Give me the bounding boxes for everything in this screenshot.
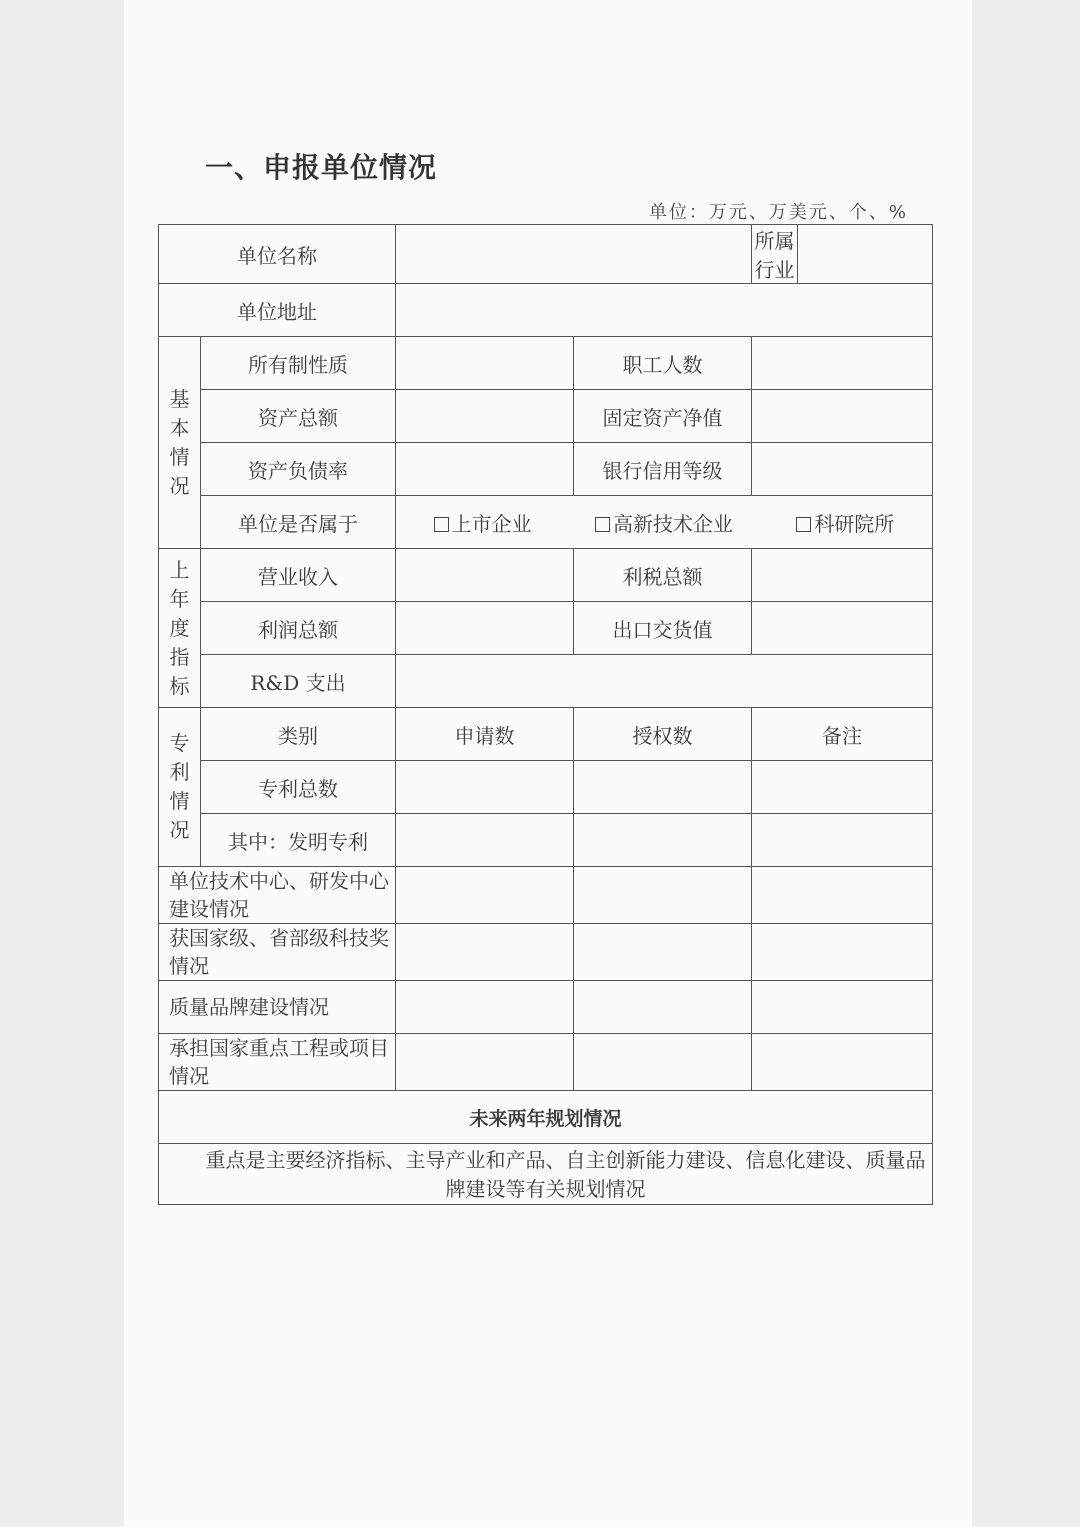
checkbox-icon[interactable] — [434, 517, 449, 532]
label-debt-ratio: 资产负债率 — [201, 443, 396, 496]
plan-instructions: 重点是主要经济指标、主导产业和产品、自主创新能力建设、信息化建设、质量品牌建设等有关规划情况 — [205, 1148, 926, 1201]
row-belongs-to — [159, 496, 933, 549]
field-total-assets[interactable] — [396, 390, 574, 443]
row-debt-ratio — [159, 443, 933, 496]
row-plan-title — [159, 1091, 933, 1144]
row-profit-total — [159, 602, 933, 655]
field-invention-remarks[interactable] — [752, 814, 933, 867]
section-title: 一、申报单位情况 — [205, 151, 438, 184]
row-patent-total — [159, 761, 933, 814]
checkbox-high-tech-enterprise[interactable]: 高新技术企业 — [595, 508, 733, 537]
header-category: 类别 — [201, 708, 396, 761]
field-tech-center-3[interactable] — [752, 867, 933, 924]
plan-title: 未来两年规划情况 — [159, 1091, 933, 1144]
row-ownership — [159, 337, 933, 390]
row-total-assets — [159, 390, 933, 443]
label-rd-expense: R&D 支出 — [201, 655, 396, 708]
field-patent-total-remarks[interactable] — [752, 761, 933, 814]
group-patents-label: 专利情况 — [169, 731, 190, 842]
label-total-assets: 资产总额 — [201, 390, 396, 443]
label-fixed-assets: 固定资产净值 — [574, 390, 752, 443]
checkbox-listed-company[interactable]: 上市企业 — [434, 508, 532, 537]
row-address — [159, 284, 933, 337]
group-indicators-label: 上年度指标 — [169, 557, 190, 698]
row-key-projects — [159, 1034, 933, 1091]
field-industry[interactable] — [798, 225, 933, 284]
field-tech-center-2[interactable] — [574, 867, 752, 924]
row-plan-body — [159, 1144, 933, 1205]
field-credit-rating[interactable] — [752, 443, 933, 496]
row-unit-name — [159, 225, 933, 284]
field-export-value[interactable] — [752, 602, 933, 655]
row-tech-center — [159, 867, 933, 924]
group-indicators — [159, 549, 201, 708]
field-quality-brand-2[interactable] — [574, 981, 752, 1034]
plan-body-field[interactable] — [159, 1144, 933, 1205]
label-profit-total: 利润总额 — [201, 602, 396, 655]
field-debt-ratio[interactable] — [396, 443, 574, 496]
application-form-table — [158, 224, 933, 1205]
field-invention-applied[interactable] — [396, 814, 574, 867]
header-granted: 授权数 — [574, 708, 752, 761]
label-export-value: 出口交货值 — [574, 602, 752, 655]
field-quality-brand-1[interactable] — [396, 981, 574, 1034]
label-key-projects: 承担国家重点工程或项目情况 — [159, 1034, 396, 1091]
belongs-to-options — [396, 496, 933, 549]
row-patent-invention — [159, 814, 933, 867]
field-rd-expense[interactable] — [396, 655, 933, 708]
field-revenue[interactable] — [396, 549, 574, 602]
group-basic-info — [159, 337, 201, 549]
field-key-projects-2[interactable] — [574, 1034, 752, 1091]
row-rd-expense — [159, 655, 933, 708]
field-tech-center-1[interactable] — [396, 867, 574, 924]
label-employees: 职工人数 — [574, 337, 752, 390]
field-patent-total-granted[interactable] — [574, 761, 752, 814]
field-ownership[interactable] — [396, 337, 574, 390]
label-tech-center: 单位技术中心、研发中心建设情况 — [159, 867, 396, 924]
header-applied: 申请数 — [396, 708, 574, 761]
unit-note: 单位：万元、万美元、个、% — [648, 202, 908, 223]
checkbox-icon[interactable] — [595, 517, 610, 532]
field-unit-name[interactable] — [396, 225, 752, 284]
label-patent-invention: 其中：发明专利 — [201, 814, 396, 867]
header-remarks: 备注 — [752, 708, 933, 761]
label-unit-name: 单位名称 — [159, 225, 396, 284]
checkbox-research-institute[interactable]: 科研院所 — [796, 508, 894, 537]
field-patent-total-applied[interactable] — [396, 761, 574, 814]
field-key-projects-1[interactable] — [396, 1034, 574, 1091]
row-science-awards — [159, 924, 933, 981]
label-science-awards: 获国家级、省部级科技奖情况 — [159, 924, 396, 981]
group-basic-info-label: 基本情况 — [169, 386, 190, 498]
label-industry: 所属行业 — [752, 225, 798, 284]
label-patent-total: 专利总数 — [201, 761, 396, 814]
field-key-projects-3[interactable] — [752, 1034, 933, 1091]
label-belongs-to: 单位是否属于 — [201, 496, 396, 549]
label-revenue: 营业收入 — [201, 549, 396, 602]
group-patents — [159, 708, 201, 867]
field-science-awards-1[interactable] — [396, 924, 574, 981]
label-address: 单位地址 — [159, 284, 396, 337]
field-science-awards-2[interactable] — [574, 924, 752, 981]
field-science-awards-3[interactable] — [752, 924, 933, 981]
field-profit-total[interactable] — [396, 602, 574, 655]
field-address[interactable] — [396, 284, 933, 337]
row-patent-header — [159, 708, 933, 761]
checkbox-icon[interactable] — [796, 517, 811, 532]
label-ownership: 所有制性质 — [201, 337, 396, 390]
label-credit-rating: 银行信用等级 — [574, 443, 752, 496]
field-tax-total[interactable] — [752, 549, 933, 602]
row-revenue — [159, 549, 933, 602]
field-fixed-assets[interactable] — [752, 390, 933, 443]
label-tax-total: 利税总额 — [574, 549, 752, 602]
label-quality-brand: 质量品牌建设情况 — [159, 981, 396, 1034]
field-employees[interactable] — [752, 337, 933, 390]
field-quality-brand-3[interactable] — [752, 981, 933, 1034]
row-quality-brand — [159, 981, 933, 1034]
field-invention-granted[interactable] — [574, 814, 752, 867]
